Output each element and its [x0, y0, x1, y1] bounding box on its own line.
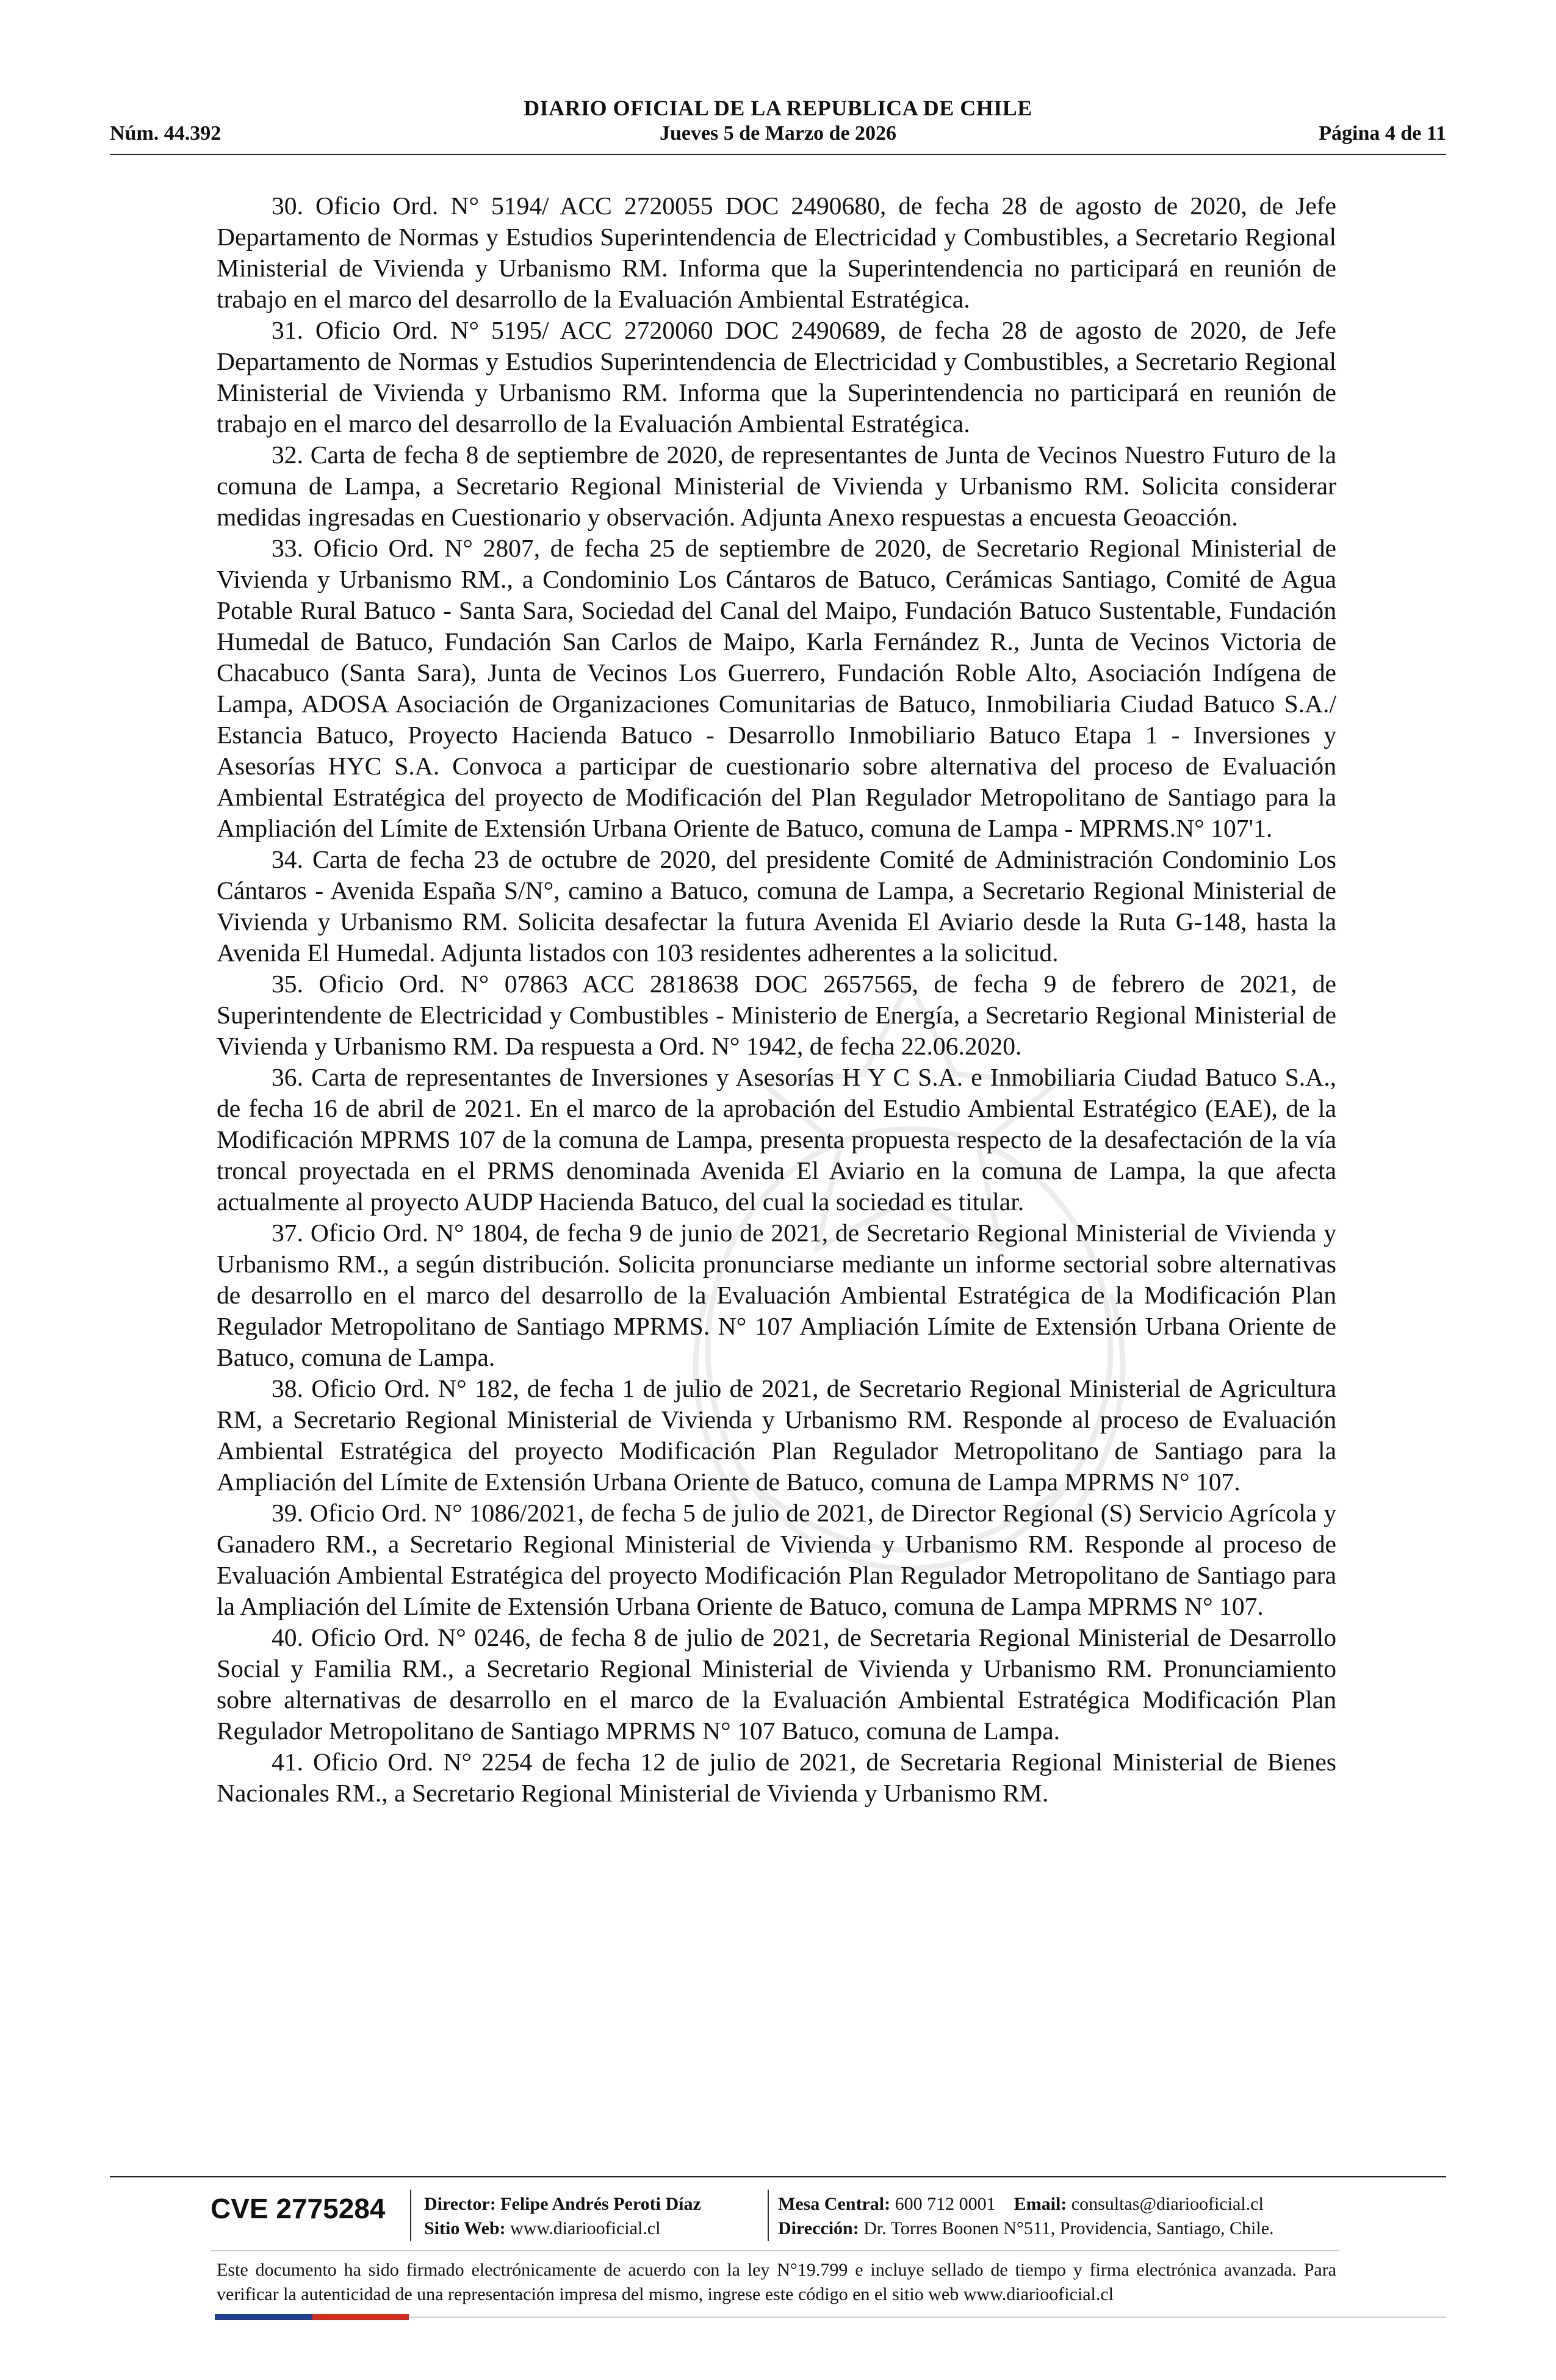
email-label: Email: [1014, 2194, 1067, 2214]
flag-underline [409, 2317, 1446, 2318]
paragraph-item: 40. Oficio Ord. N° 0246, de fecha 8 de julio de 2021, de Secretaria Regional Ministerial de Desarrollo Social y Familia RM., a Secretario Regional Ministerial de Vivienda y Urbanismo RM. Pronunciamiento sobre alternativas de desarrollo en el marco de la Evaluación Ambiental Estratégica Modificación Plan Regulador Metropolitano de Santiago MPRMS N° 107 Batuco, comuna de Lampa. [217, 1623, 1336, 1745]
paragraph-item: 39. Oficio Ord. N° 1086/2021, de fecha 5 de julio de 2021, de Director Regional (S) Servicio Agrícola y Ganadero RM., a Secretario Regional Ministerial de Vivienda y Urbanismo RM. Responde al proceso de Evaluación Ambiental Estratégica del proyecto Modificación Plan Regulador Metropolitano de Santiago para la Ampliación del Límite de Extensión Urbana Oriente de Batuco, comuna de Lampa MPRMS N° 107. [217, 1499, 1336, 1620]
footer-separator [768, 2190, 769, 2241]
paragraph-item: 41. Oficio Ord. N° 2254 de fecha 12 de julio de 2021, de Secretaria Regional Ministerial de Bienes Nacionales RM., a Secretario Regional Ministerial de Vivienda y Urbanismo RM. [217, 1748, 1336, 1807]
paragraph-item: 38. Oficio Ord. N° 182, de fecha 1 de julio de 2021, de Secretario Regional Ministerial de Agricultura RM, a Secretario Regional Ministerial de Vivienda y Urbanismo RM. Responde al proceso de Evaluación Ambiental Estratégica del proyecto Modificación Plan Regulador Metropolitano de Santiago para la Ampliación del Límite de Extensión Urbana Oriente de Batuco, comuna de Lampa MPRMS N° 107. [217, 1374, 1336, 1496]
signature-notice: Este documento ha sido firmado electrónicamente de acuerdo con la ley N°19.799 e incluye sellado de tiempo y firma electrónica avanzada. Para verificar la autenticidad de una representación impresa del mismo, ingrese este código en el sitio web www.diariooficial.cl [217, 2260, 1336, 2304]
footer-separator [410, 2190, 411, 2241]
paragraph-item: 32. Carta de fecha 8 de septiembre de 2020, de representantes de Junta de Vecinos Nuestro Futuro de la comuna de Lampa, a Secretario Regional Ministerial de Vivienda y Urbanismo RM. Solicita considerar medidas ingresadas en Cuestionario y observación. Adjunta Anexo respuestas a encuesta Geoacción. [217, 441, 1336, 531]
header-divider [110, 154, 1446, 155]
page-header [110, 93, 1446, 154]
document-body [217, 190, 1336, 1809]
footer-divider [110, 2176, 1446, 2177]
cve-code: CVE 2775284 [211, 2193, 386, 2224]
paragraph-item: 30. Oficio Ord. N° 5194/ ACC 2720055 DOC 2490680, de fecha 28 de agosto de 2020, de Jefe Departamento de Normas y Estudios Superintendencia de Electricidad y Combustibles, a Secretario Regional Ministerial de Vivienda y Urbanismo RM. Informa que la Superintendencia no participará en reunión de trabajo en el marco del desarrollo de la Evaluación Ambiental Estratégica. [217, 192, 1336, 313]
address-label: Dirección: [778, 2218, 859, 2238]
issue-number: Núm. 44.392 [110, 122, 222, 145]
paragraph-item: 35. Oficio Ord. N° 07863 ACC 2818638 DOC 2657565, de fecha 9 de febrero de 2021, de Superintendente de Electricidad y Combustibles - Ministerio de Energía, a Secretario Regional Ministerial de Vivienda y Urbanismo RM. Da respuesta a Ord. N° 1942, de fecha 22.06.2020. [217, 970, 1336, 1060]
site-link[interactable]: www.diariooficial.cl [510, 2218, 661, 2238]
footer-director-block [424, 2192, 701, 2241]
phone-label: Mesa Central: [778, 2194, 891, 2214]
flag-red-segment [312, 2314, 409, 2320]
flag-blue-segment [215, 2314, 312, 2320]
publication-title: DIARIO OFICIAL DE LA REPUBLICA DE CHILE [524, 96, 1032, 120]
paragraph-item: 37. Oficio Ord. N° 1804, de fecha 9 de junio de 2021, de Secretario Regional Ministerial de Vivienda y Urbanismo RM., a según distribución. Solicita pronunciarse mediante un informe sectorial sobre alternativas de desarrollo en el marco del desarrollo de la Evaluación Ambiental Estratégica de la Modificación Plan Regulador Metropolitano de Santiago MPRMS. N° 107 Ampliación Límite de Extensión Urbana Oriente de Batuco, comuna de Lampa. [217, 1219, 1336, 1371]
director-name: Felipe Andrés Peroti Díaz [500, 2194, 701, 2214]
address-value: Dr. Torres Boonen N°511, Providencia, Santiago, Chile. [863, 2218, 1274, 2238]
footer-contact-block [778, 2192, 1274, 2241]
paragraph-item: 33. Oficio Ord. N° 2807, de fecha 25 de septiembre de 2020, de Secretario Regional Ministerial de Vivienda y Urbanismo RM., a Condominio Los Cántaros de Batuco, Cerámicas Santiago, Comité de Agua Potable Rural Batuco - Santa Sara, Sociedad del Canal del Maipo, Fundación Batuco Sustentable, Fundación Humedal de Batuco, Fundación San Carlos de Maipo, Karla Fernández R., Junta de Vecinos Victoria de Chacabuco (Santa Sara), Junta de Vecinos Los Guerrero, Fundación Roble Alto, Asociación Indígena de Lampa, ADOSA Asociación de Organizaciones Comunitarias de Batuco, Inmobiliaria Ciudad Batuco S.A./ Estancia Batuco, Proyecto Hacienda Batuco - Desarrollo Inmobiliario Batuco Etapa 1 - Inversiones y Asesorías HYC S.A. Convoca a participar de cuestionario sobre alternativa del proceso de Evaluación Ambiental Estratégica del proyecto de Modificación del Plan Regulador Metropolitano de Santiago para la Ampliación del Límite de Extensión Urbana Oriente de Batuco, comuna de Lampa - MPRMS.N° 107'1. [217, 534, 1336, 842]
site-label: Sitio Web: [424, 2218, 506, 2238]
phone-value: 600 712 0001 [895, 2194, 996, 2214]
email-link[interactable]: consultas@diariooficial.cl [1071, 2194, 1264, 2214]
flag-stripe [215, 2314, 409, 2320]
director-label: Director: [424, 2194, 496, 2214]
page-indicator: Página 4 de 11 [1319, 122, 1446, 145]
issue-date: Jueves 5 de Marzo de 2026 [659, 122, 897, 145]
paragraph-item: 31. Oficio Ord. N° 5195/ ACC 2720060 DOC 2490689, de fecha 28 de agosto de 2020, de Jefe Departamento de Normas y Estudios Superintendencia de Electricidad y Combustibles, a Secretario Regional Ministerial de Vivienda y Urbanismo RM. Informa que la Superintendencia no participará en reunión de trabajo en el marco del desarrollo de la Evaluación Ambiental Estratégica. [217, 316, 1336, 438]
paragraph-item: 36. Carta de representantes de Inversiones y Asesorías H Y C S.A. e Inmobiliaria Ciudad Batuco S.A., de fecha 16 de abril de 2021. En el marco de la aprobación del Estudio Ambiental Estratégico (EAE), de la Modificación MPRMS 107 de la comuna de Lampa, presenta propuesta respecto de la desafectación de la vía troncal proyectada en el PRMS denominada Avenida El Aviario en la comuna de Lampa, la que afecta actualmente al proyecto AUDP Hacienda Batuco, del cual la sociedad es titular. [217, 1063, 1336, 1216]
paragraph-item: 34. Carta de fecha 23 de octubre de 2020, del presidente Comité de Administración Condominio Los Cántaros - Avenida España S/N°, camino a Batuco, comuna de Lampa, a Secretario Regional Ministerial de Vivienda y Urbanismo RM. Solicita desafectar la futura Avenida El Aviario desde la Ruta G-148, hasta la Avenida El Humedal. Adjunta listados con 103 residentes adherentes a la solicitud. [217, 845, 1336, 967]
